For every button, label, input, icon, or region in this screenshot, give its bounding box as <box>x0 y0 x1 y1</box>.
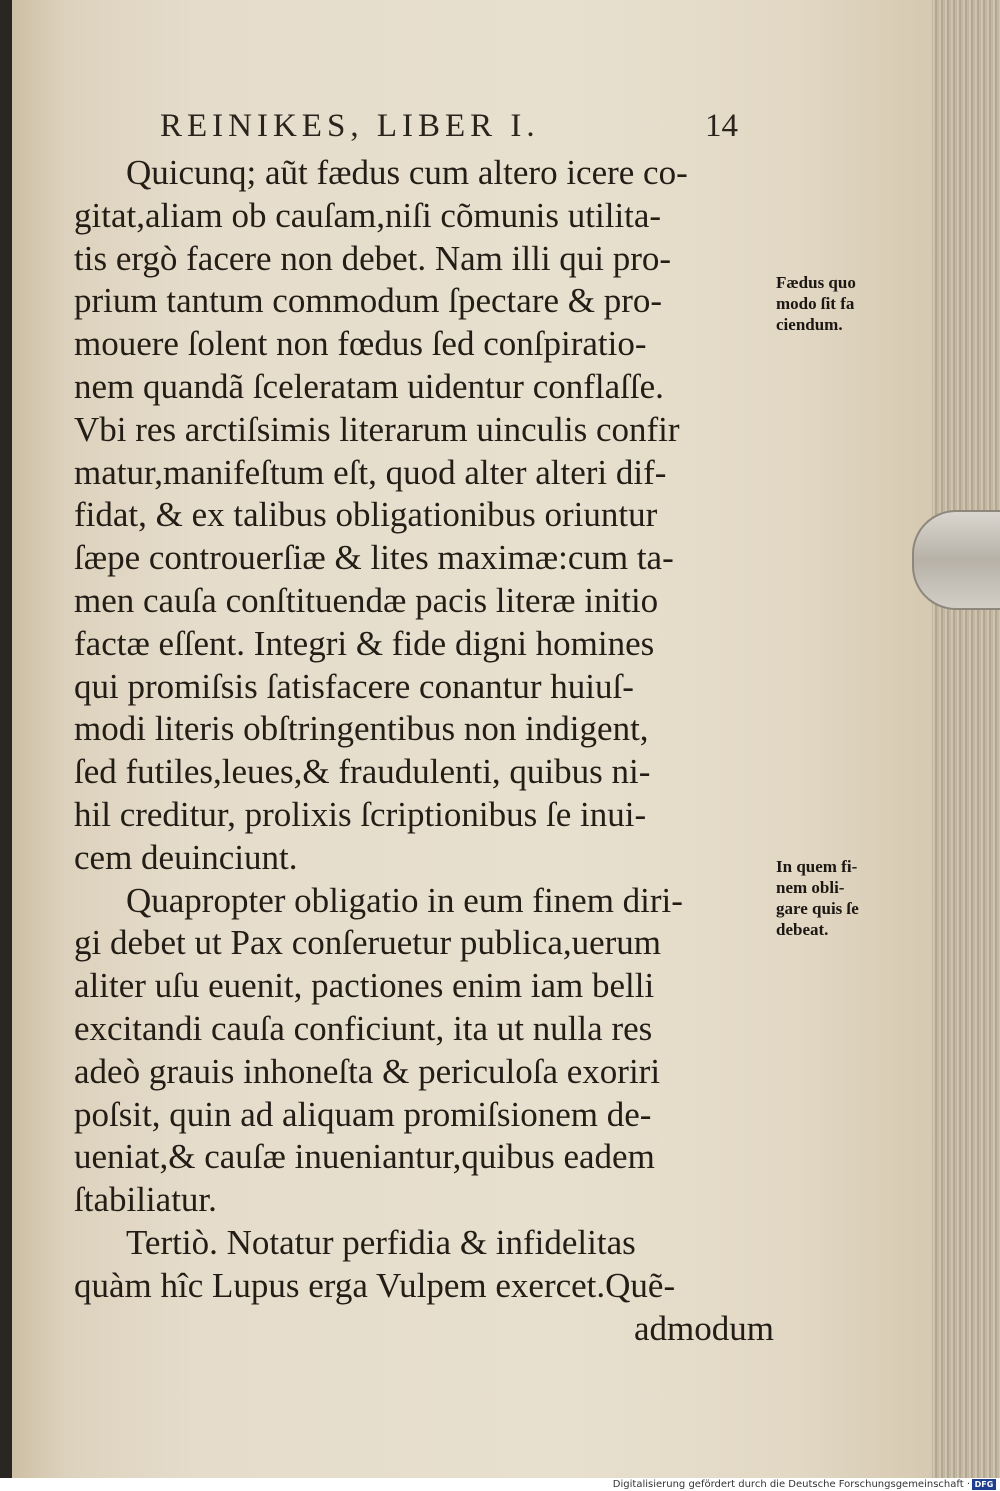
page-number: 14 <box>705 108 738 144</box>
text-line: qui promiſsis ſatisfacere conantur huiuſ- <box>74 666 634 706</box>
margin-note-line: debeat. <box>776 920 829 939</box>
margin-note-foedus <box>776 272 911 335</box>
text-line: Tertiò. Notatur perfidia & infidelitas <box>126 1222 636 1262</box>
catchword: admodum <box>634 1308 774 1348</box>
text-line: mouere ſolent non fœdus ſed conſpiratio- <box>74 324 647 364</box>
margin-note-line: gare quis ſe <box>776 899 859 918</box>
text-line: aliter uſu euenit, pactiones enim iam belli <box>74 966 655 1006</box>
text-line: prium tantum commodum ſpectare & pro- <box>74 281 663 321</box>
text-line: gi debet ut Pax conſeruetur publica,uerum <box>74 923 662 963</box>
page-fore-edge <box>932 0 1000 1478</box>
text-line: quàm hîc Lupus erga Vulpem exercet.Quẽ- <box>74 1265 676 1305</box>
book-clasp <box>912 510 1000 610</box>
text-line: Quicunq; aũt fædus cum altero icere co- <box>126 153 688 192</box>
text-line: hil creditur, prolixis ſcriptionibus ſe inui- <box>74 794 647 834</box>
text-line: gitat,aliam ob cauſam,niſi cõmunis utilita- <box>74 195 662 235</box>
text-line: ſtabiliatur. <box>74 1180 217 1220</box>
margin-note-line: ciendum. <box>776 315 843 334</box>
text-line: ueniat,& cauſæ inueniantur,quibus eadem <box>74 1137 655 1177</box>
text-line: ſed futiles,leues,& fraudulenti, quibus ni- <box>74 752 651 792</box>
body-text <box>74 152 774 1350</box>
text-line: Vbi res arctiſsimis literarum uinculis confir <box>74 409 680 449</box>
page-header <box>160 108 760 148</box>
text-line: tis ergò facere non debet. Nam illi qui pro- <box>74 238 672 278</box>
text-line: modi literis obſtringentibus non indigent, <box>74 709 649 749</box>
text-line: nem quandã ſceleratam uidentur conflaſſe. <box>74 366 664 406</box>
dfg-logo-icon: DFG <box>972 1479 996 1490</box>
running-title: REINIKES, LIBER I. <box>160 108 540 144</box>
text-line: fidat, & ex talibus obligationibus oriuntur <box>74 495 658 535</box>
margin-note-line: modo ſit fa <box>776 294 855 313</box>
text-line: poſsit, quin ad aliquam promiſsionem de- <box>74 1094 652 1134</box>
text-line: matur,manifeſtum eſt, quod alter alteri dif- <box>74 452 667 492</box>
text-line: men cauſa conſtituendæ pacis literæ initio <box>74 580 659 620</box>
text-line: factæ eſſent. Integri & fide digni homines <box>74 623 655 663</box>
text-line: cem deuinciunt. <box>74 837 298 877</box>
text-line: Quapropter obligatio in eum finem diri- <box>126 880 683 920</box>
margin-note-line: nem obli- <box>776 878 845 897</box>
text-line: adeò grauis inhoneſta & periculoſa exoriri <box>74 1051 661 1091</box>
text-line: ſæpe controuerſiæ & lites maximæ:cum ta- <box>74 538 674 578</box>
margin-note-line: In quem fi- <box>776 857 858 876</box>
digitization-footer <box>0 1478 1000 1491</box>
funding-notice: Digitalisierung gefördert durch die Deutsche Forschungsgemeinschaft · <box>612 1479 970 1490</box>
text-line: excitandi cauſa conficiunt, ita ut nulla res <box>74 1008 653 1048</box>
margin-note-line: Fædus quo <box>776 273 856 292</box>
book-page <box>12 0 932 1478</box>
margin-note-obligatio <box>776 856 911 940</box>
